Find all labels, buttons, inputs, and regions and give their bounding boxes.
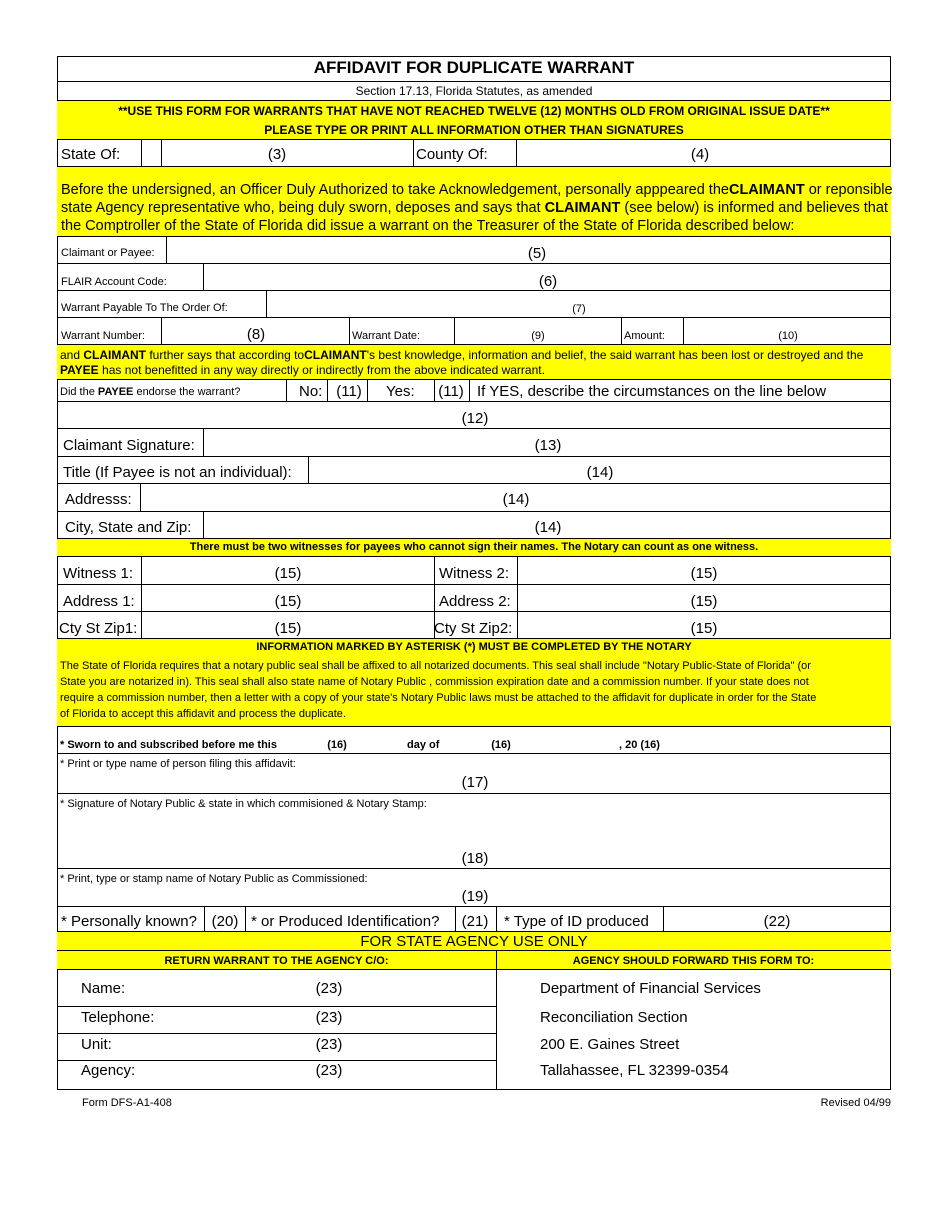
divider xyxy=(413,140,414,166)
state-label: State Of: xyxy=(61,146,121,163)
personally-known-label: * Personally known? xyxy=(61,913,197,930)
divider xyxy=(204,907,205,931)
further-text: further says that according to xyxy=(146,348,305,362)
divider xyxy=(496,970,497,1090)
divider xyxy=(455,907,456,931)
witness-address-row xyxy=(57,584,891,611)
id-type-label: * Type of ID produced xyxy=(504,913,649,930)
city-field[interactable]: (14) xyxy=(534,519,562,536)
describe-instruction: If YES, describe the circumstances on the line below xyxy=(477,383,827,400)
notice-twelve-months: **USE THIS FORM FOR WARRANTS THAT HAVE NOT REACHED TWELVE (12) MONTHS OLD FROM ORIGINAL ISSUE DATE** xyxy=(118,104,830,118)
warrant-number-field[interactable]: (8) xyxy=(246,326,266,343)
address-1-field[interactable]: (15) xyxy=(274,593,302,610)
divider xyxy=(496,907,497,931)
flair-row xyxy=(57,263,891,290)
divider xyxy=(454,318,455,344)
return-heading: RETURN WARRANT TO THE AGENCY C/O: xyxy=(164,955,389,967)
divider xyxy=(349,318,350,344)
circumstances-row xyxy=(57,401,891,428)
claimant-signature-label: Claimant Signature: xyxy=(63,437,195,454)
divider xyxy=(517,557,518,584)
address-label: Addresss: xyxy=(65,491,132,508)
notary-name-field[interactable]: (19) xyxy=(461,888,489,905)
claimant-emphasis: CLAIMANT xyxy=(728,182,805,198)
return-name-field[interactable]: (23) xyxy=(315,980,343,997)
endorse-text: endorse the warrant? xyxy=(133,386,241,398)
intro-line-3: the Comptroller of the State of Florida did issue a warrant on the Treasurer of the State of Florida described below: xyxy=(61,218,795,234)
intro-text: state Agency representative who, being duly sworn, deposes and says that xyxy=(61,200,541,216)
divider xyxy=(203,429,204,456)
forward-address-line: Reconciliation Section xyxy=(540,1009,688,1026)
divider xyxy=(434,557,435,584)
filer-field[interactable]: (17) xyxy=(461,774,489,791)
claimant-emphasis: CLAIMANT xyxy=(304,348,367,362)
address-field[interactable]: (14) xyxy=(502,491,530,508)
sworn-day-field[interactable]: (16) xyxy=(327,739,347,751)
intro-text: Before the undersigned, an Officer Duly Authorized to take Acknowledgement, personally apppeared the xyxy=(61,182,729,198)
divider xyxy=(57,1033,496,1034)
forward-address-line: Department of Financial Services xyxy=(540,980,761,997)
claimant-signature-field[interactable]: (13) xyxy=(534,437,562,454)
divider xyxy=(308,457,309,483)
produced-id-field[interactable]: (21) xyxy=(461,913,489,930)
divider xyxy=(57,1006,496,1007)
notary-signature-label: * Signature of Notary Public & state in which commisioned & Notary Stamp: xyxy=(60,798,427,810)
witness-zip-row xyxy=(57,611,891,638)
return-agency-label: Agency: xyxy=(81,1062,136,1079)
endorse-text: Did the xyxy=(60,386,98,398)
claimant-signature-row xyxy=(57,428,891,456)
divider xyxy=(517,585,518,611)
witness-row xyxy=(57,556,891,584)
further-statement xyxy=(57,344,891,379)
seal-line: State you are notarized in). This seal shall also state name of Notary Public , commission expiration date and a commission number. If your state does not xyxy=(60,676,809,688)
intro-text: or reponsible xyxy=(804,182,893,198)
title-row-payee xyxy=(57,456,891,483)
address-2-label: Address 2: xyxy=(439,593,511,610)
return-agency-field[interactable]: (23) xyxy=(315,1062,343,1079)
divider xyxy=(203,264,204,290)
filer-row xyxy=(57,753,891,793)
filer-label: * Print or type name of person filing this affidavit: xyxy=(60,758,296,770)
city-label: City, State and Zip: xyxy=(65,519,192,536)
further-line-2 xyxy=(60,363,545,377)
notary-heading xyxy=(57,638,891,656)
return-phone-field[interactable]: (23) xyxy=(315,1009,343,1026)
endorse-row xyxy=(57,379,891,401)
divider xyxy=(141,585,142,611)
no-checkbox[interactable]: (11) xyxy=(336,383,362,400)
return-name-label: Name: xyxy=(81,980,126,997)
identification-row xyxy=(57,906,891,931)
divider xyxy=(621,318,622,344)
yes-checkbox[interactable]: (11) xyxy=(438,383,464,400)
circumstances-field[interactable]: (12) xyxy=(461,410,489,427)
sworn-row xyxy=(57,726,891,753)
id-type-field[interactable]: (22) xyxy=(763,913,791,930)
claimant-row xyxy=(57,236,891,263)
amount-label: Amount: xyxy=(624,330,665,342)
return-phone-label: Telephone: xyxy=(81,1009,155,1026)
divider xyxy=(327,380,328,401)
payee-emphasis: PAYEE xyxy=(97,386,134,398)
divider xyxy=(516,140,517,166)
warrant-number-label: Warrant Number: xyxy=(61,330,145,342)
sworn-year-field[interactable]: , 20 (16) xyxy=(619,739,660,751)
notary-seal-paragraph xyxy=(57,656,891,726)
agency-heading xyxy=(57,931,891,950)
personally-known-field[interactable]: (20) xyxy=(211,913,239,930)
zip-2-field[interactable]: (15) xyxy=(690,620,718,637)
claimant-emphasis: CLAIMANT xyxy=(544,200,621,216)
no-label: No: xyxy=(299,383,323,400)
agency-heading-text: FOR STATE AGENCY USE ONLY xyxy=(360,933,588,950)
notary-heading-text: INFORMATION MARKED BY ASTERISK (*) MUST BE COMPLETED BY THE NOTARY xyxy=(256,641,692,653)
endorse-question xyxy=(60,386,240,398)
sworn-month-field[interactable]: (16) xyxy=(491,739,511,751)
title-row xyxy=(57,56,891,81)
notice-banner xyxy=(57,100,891,139)
produced-id-label: * or Produced Identification? xyxy=(251,913,440,930)
forward-address-line: 200 E. Gaines Street xyxy=(540,1036,680,1053)
flair-label: FLAIR Account Code: xyxy=(61,276,167,288)
divider xyxy=(663,907,664,931)
amount-field[interactable]: (10) xyxy=(778,330,798,342)
county-field[interactable]: (4) xyxy=(690,146,710,163)
notice-type-or-print: PLEASE TYPE OR PRINT ALL INFORMATION OTHER THAN SIGNATURES xyxy=(264,123,684,137)
return-unit-field[interactable]: (23) xyxy=(315,1036,343,1053)
state-county-row xyxy=(57,139,891,166)
witness-2-field[interactable]: (15) xyxy=(690,565,718,582)
day-of-text: day of xyxy=(407,739,440,751)
intro-paragraph xyxy=(57,166,891,236)
notary-signature-field[interactable]: (18) xyxy=(461,850,489,867)
divider xyxy=(683,318,684,344)
witness-notice xyxy=(57,538,891,556)
forward-heading: AGENCY SHOULD FORWARD THIS FORM TO: xyxy=(572,955,815,967)
warrant-date-label: Warrant Date: xyxy=(352,330,421,342)
flair-field[interactable]: (6) xyxy=(538,273,558,290)
page-title: AFFIDAVIT FOR DUPLICATE WARRANT xyxy=(313,58,635,77)
agency-body xyxy=(57,970,891,1090)
further-line-1 xyxy=(60,348,863,362)
claimant-label: Claimant or Payee: xyxy=(61,247,155,259)
notary-signature-row xyxy=(57,793,891,868)
divider xyxy=(266,291,267,317)
claimant-emphasis: CLAIMANT xyxy=(83,348,147,362)
seal-line: The State of Florida requires that a notary public seal shall be affixed to all notarized documents. This seal shall include "Notary Public-State of Florida" (or xyxy=(60,660,811,672)
zip-1-label: Cty St Zip1: xyxy=(59,620,138,637)
divider xyxy=(141,612,142,638)
payee-title-label: Title (If Payee is not an individual): xyxy=(63,464,292,481)
zip-1-field[interactable]: (15) xyxy=(274,620,302,637)
address-row xyxy=(57,483,891,511)
address-2-field[interactable]: (15) xyxy=(690,593,718,610)
agency-subheadings xyxy=(57,950,891,970)
witness-1-label: Witness 1: xyxy=(63,565,134,582)
notary-name-label: * Print, type or stamp name of Notary Public as Commissioned: xyxy=(60,873,368,885)
state-field[interactable]: (3) xyxy=(267,146,287,163)
intro-line-2 xyxy=(61,200,888,216)
further-text: has not benefitted in any way directly or indirectly from the above indicated warrant. xyxy=(98,363,545,377)
payable-row xyxy=(57,290,891,317)
payable-field[interactable]: (7) xyxy=(572,303,586,315)
sworn-text: * Sworn to and subscribed before me this xyxy=(60,739,277,751)
payee-title-field[interactable]: (14) xyxy=(586,464,614,481)
return-unit-label: Unit: xyxy=(81,1036,112,1053)
further-text: and xyxy=(60,348,84,362)
divider xyxy=(161,140,162,166)
claimant-field[interactable]: (5) xyxy=(527,245,547,262)
county-label: County Of: xyxy=(416,146,488,163)
divider xyxy=(203,512,204,538)
divider xyxy=(141,140,142,166)
forward-address-line: Tallahassee, FL 32399-0354 xyxy=(540,1062,729,1079)
payable-label: Warrant Payable To The Order Of: xyxy=(61,302,228,314)
divider xyxy=(434,585,435,611)
payee-emphasis: PAYEE xyxy=(60,363,99,377)
divider xyxy=(367,380,368,401)
divider xyxy=(517,612,518,638)
further-text: 's best knowledge, information and belief, the said warrant has been lost or destroyed and the xyxy=(366,348,864,362)
seal-line: require a commission number, then a letter with a copy of your state's Notary Public laws must be attached to the affidavit for duplicate in order for the State xyxy=(60,692,817,704)
warrant-date-field[interactable]: (9) xyxy=(531,330,545,342)
divider xyxy=(469,380,470,401)
divider xyxy=(286,380,287,401)
subtitle-row xyxy=(57,81,891,100)
zip-2-label: Cty St Zip2: xyxy=(434,620,513,637)
statute-subtitle: Section 17.13, Florida Statutes, as amended xyxy=(355,84,593,98)
divider xyxy=(161,318,162,344)
divider xyxy=(166,237,167,263)
form-id: Form DFS-A1-408 xyxy=(82,1097,172,1109)
witness-notice-text: There must be two witnesses for payees who cannot sign their names. The Notary can count as one witness. xyxy=(189,541,759,553)
witness-2-label: Witness 2: xyxy=(439,565,510,582)
intro-text: (see below) is informed and believes that xyxy=(620,200,888,216)
witness-1-field[interactable]: (15) xyxy=(274,565,302,582)
divider xyxy=(434,380,435,401)
address-1-label: Address 1: xyxy=(63,593,135,610)
revised-date: Revised 04/99 xyxy=(820,1097,891,1109)
yes-label: Yes: xyxy=(386,383,415,400)
divider xyxy=(57,1060,496,1061)
divider xyxy=(141,557,142,584)
notary-name-row xyxy=(57,868,891,906)
divider xyxy=(140,484,141,511)
divider xyxy=(245,907,246,931)
seal-line: of Florida to accept this affidavit and process the duplicate. xyxy=(60,708,346,720)
city-row xyxy=(57,511,891,538)
intro-line-1 xyxy=(61,182,893,198)
warrant-row xyxy=(57,317,891,344)
